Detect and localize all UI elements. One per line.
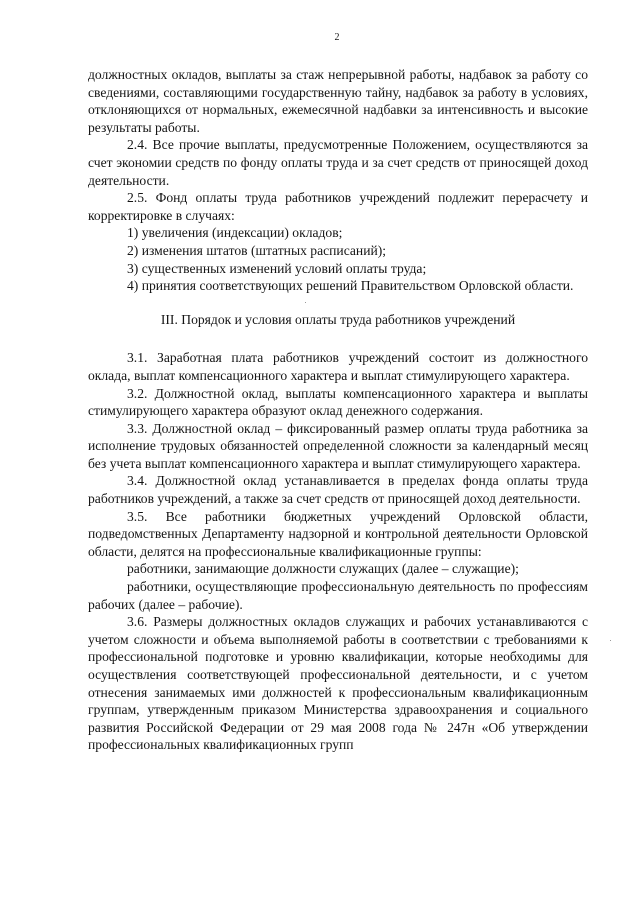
paragraph-3-3: 3.3. Должностной оклад – фиксированный размер оплаты труда работника за исполнение трудовых обязанностей определенной сложности за календарный месяц без учета выплат компенсационного характера и выплат стимулирующего характера. — [88, 420, 588, 471]
paragraph-3-5: 3.5. Все работники бюджетных учреждений Орловской области, подведомственных Департаменту надзорной и контрольной деятельности Орловской области, делятся на профессиональные квалификационные группы: — [88, 508, 588, 559]
page-number: 2 — [334, 32, 340, 43]
scan-speck — [610, 640, 611, 641]
group-item-employees: работники, занимающие должности служащих (далее – служащие); — [127, 561, 519, 577]
paragraph-3-1: 3.1. Заработная плата работников учреждений состоит из должностного оклада, выплат компенсационного характера и выплат стимулирующего характера. — [88, 350, 588, 383]
paragraph-2-5: 2.5. Фонд оплаты труда работников учреждений подлежит перерасчету и корректировке в случаях: — [88, 190, 588, 223]
list-item-2: 2) изменения штатов (штатных расписаний); — [127, 242, 387, 258]
group-item-workers: работники, осуществляющие профессиональную деятельность по профессиям рабочих (далее – рабочие). — [88, 579, 588, 612]
section-heading: III. Порядок и условия оплаты труда работников учреждений — [160, 311, 516, 327]
document-page — [88, 32, 588, 892]
list-item-1: 1) увеличения (индексации) окладов; — [127, 225, 343, 241]
scan-speck — [305, 302, 306, 303]
text-block-after — [88, 349, 588, 754]
paragraph-3-4: 3.4. Должностной оклад устанавливается в пределах фонда оплаты труда работников учреждений, а также за счет средств от приносящей доход деятельности. — [88, 473, 588, 507]
paragraph-continuation: должностных окладов, выплаты за стаж непрерывной работы, надбавок за работу со сведениями, составляющими государственную тайну, надбавок за работу в условиях, отклоняющихся от нормальных, ежемесячной надбавки за интенсивность и высокие результаты работы. — [88, 67, 588, 135]
paragraph-3-2: 3.2. Должностной оклад, выплаты компенсационного характера и выплаты стимулирующего характера образуют оклад денежного содержания. — [88, 385, 588, 419]
list-item-4: 4) принятия соответствующих решений Правительством Орловской области. — [127, 278, 574, 294]
paragraph-3-6: 3.6. Размеры должностных окладов служащих и рабочих устанавливаются с учетом сложности и объема выполняемой работы в соответствии с требованиями к профессиональной подготовке и уровню квалификации, которые необходимы для осуществления соответствующей профессиональной деятельности, и с учетом отнесения занимаемых ими должностей к профессиональным квалификационным группам, утвержденным приказом Министерства здравоохранения и социального развития Российской Федерации от 29 мая 2008 года № 247н «Об утверждении профессиональных квалификационных групп — [88, 614, 588, 753]
text-block-before — [88, 66, 588, 295]
paragraph-2-4: 2.4. Все прочие выплаты, предусмотренные Положением, осуществляются за счет экономии средств по фонду оплаты труда и за счет средств от приносящей доход деятельности. — [88, 137, 588, 188]
list-item-3: 3) существенных изменений условий оплаты труда; — [127, 260, 427, 276]
